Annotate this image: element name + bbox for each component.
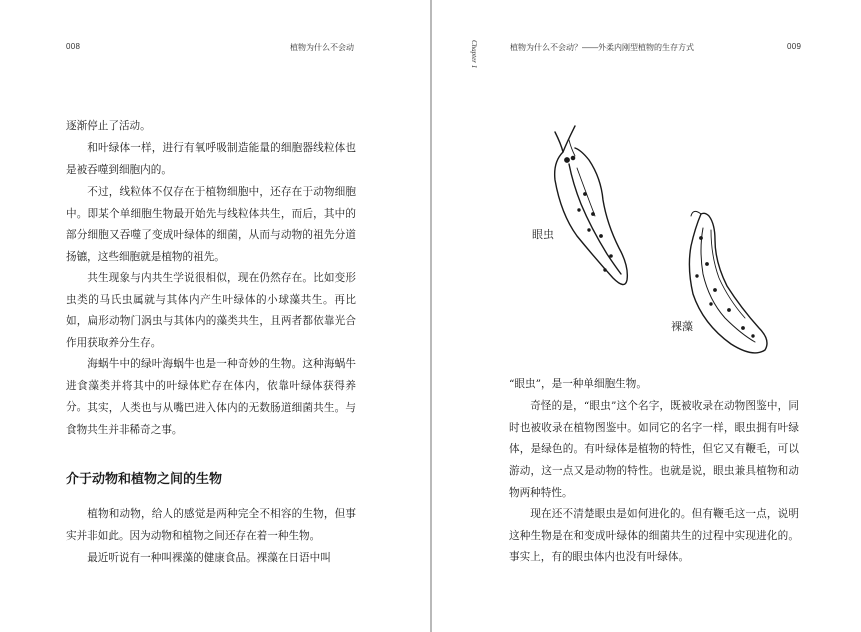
page-number-left: 008 — [66, 42, 81, 51]
section-heading: 介于动物和植物之间的生物 — [66, 472, 223, 487]
running-head-left: 植物为什么不会动 — [290, 43, 354, 52]
running-head-right: 植物为什么不会动？——外柔内刚型植物的生存方式 — [510, 43, 694, 52]
paragraph: 和叶绿体一样，进行有氧呼吸制造能量的细胞器线粒体也是被吞噬到细胞内的。 — [66, 142, 356, 176]
paragraph: 逐渐停止了活动。 — [66, 120, 151, 132]
chapter-side-mark: Chapter 1 — [470, 40, 478, 69]
paragraph: “眼虫”，是一种单细胞生物。 — [509, 378, 647, 390]
paragraph: 海蜗牛中的绿叶海蜗牛也是一种奇妙的生物。这种海蜗牛进食藻类并将其中的叶绿体贮存在体内，依靠叶绿体获得养分。 — [66, 358, 356, 414]
paragraph: 其实，人类也与从嘴巴进入体内的无数肠道细菌共生。与食物共生并非稀奇之事。 — [66, 402, 356, 436]
paragraph: 最近听说有一种叫裸藻的健康食品。裸藻在日语中叫 — [87, 552, 331, 564]
euglena-drawing-icon — [515, 118, 805, 363]
paragraph: 奇怪的是，“眼虫”这个名字，既被收录在动物图鉴中，同时也被收录在植物图鉴中。如同它的名字一样，眼虫拥有叶绿体，是绿色的。有叶绿体是植物的特性，但它又有鞭毛，可以游动，这一点又是动物的特性。也就是说，眼虫兼具植物和动物两种特性。 — [509, 400, 799, 499]
paragraph: 植物和动物，给人的感觉是两种完全不相容的生物，但事实并非如此。因为动物和植物之间还存在着一种生物。 — [66, 508, 356, 542]
illustration-label-euglena: 眼虫 — [532, 228, 554, 241]
paragraph: 不过，线粒体不仅存在于植物细胞中，还存在于动物细胞中。即某个单细胞生物最开始先与线粒体共生，而后，其中的部分细胞又吞噬了变成叶绿体的细菌，从而与动物的祖先分道扬镳，这些细胞就是植物的祖先。 — [66, 186, 356, 264]
paragraph: 共生现象与内共生学说很相似，现在仍然存在。比如变形虫类的马氏虫属就与其体内产生叶绿体的小球藻共生。再比如，扁形动物门涡虫与其体内的藻类共生，且两者都依靠光合作用获取养分生存。 — [66, 272, 356, 350]
paragraph: 现在还不清楚眼虫是如何进化的。但有鞭毛这一点，说明这种生物是在和变成叶绿体的细菌共生的过程中实现进化的。事实上，有的眼虫体内也没有叶绿体。 — [509, 508, 799, 564]
illustration-label-naked-alga: 裸藻 — [671, 320, 693, 333]
page-number-right: 009 — [787, 42, 802, 51]
left-page — [0, 0, 430, 632]
euglena-illustration — [515, 118, 805, 363]
